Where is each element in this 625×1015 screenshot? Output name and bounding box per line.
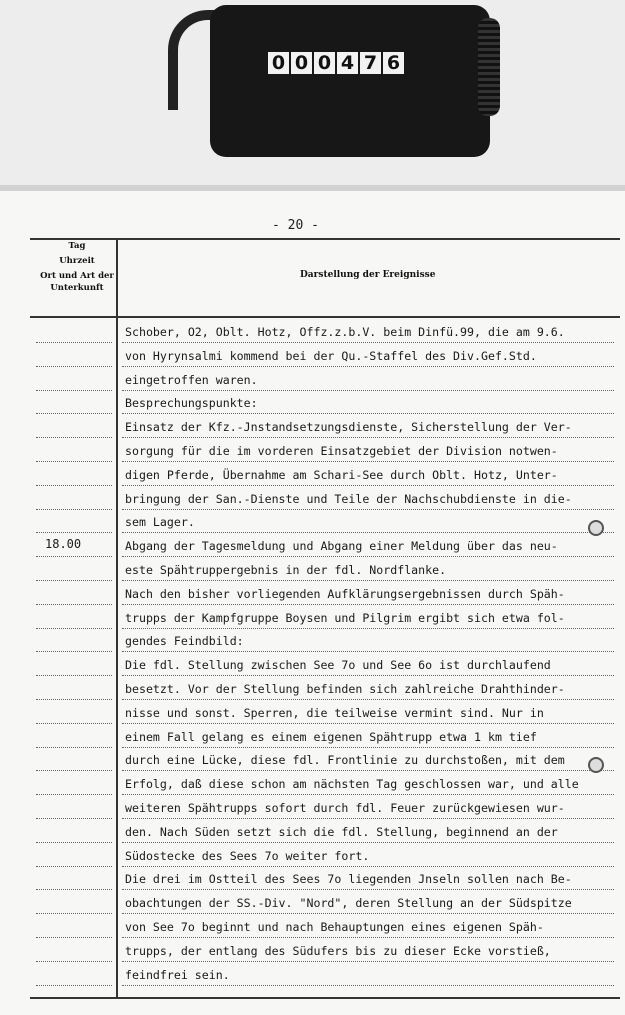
counter-digit: 0 (291, 52, 312, 74)
event-line: Abgang der Tagesmeldung und Abgang einer Meldung über das neu- (125, 539, 558, 554)
dotted-rule (122, 628, 614, 629)
dotted-rule (122, 651, 614, 652)
header-time: Uhrzeit (59, 256, 95, 266)
event-line: Einsatz der Kfz.-Jnstandsetzungsdienste, Sicherstellung der Ver- (125, 420, 572, 435)
stamp-counter (268, 52, 404, 74)
dotted-rule (36, 747, 112, 748)
dotted-rule (36, 532, 112, 533)
counter-digit: 4 (337, 52, 358, 74)
dotted-rule (36, 342, 112, 343)
header-day: Tag (68, 241, 86, 251)
event-line: gendes Feindbild: (125, 634, 244, 649)
header-events: Darstellung der Ereignisse (300, 270, 436, 280)
dotted-rule (36, 913, 112, 914)
dotted-rule (122, 604, 614, 605)
dotted-rule (36, 889, 112, 890)
dotted-rule (122, 390, 614, 391)
page-number: - 20 - (272, 218, 319, 233)
event-line: sorgung für die im vorderen Einsatzgebiet der Division notwen- (125, 444, 558, 458)
dotted-rule (122, 866, 614, 867)
table-top-border (30, 238, 620, 240)
header-location: Ort und Art der Unterkunft (40, 271, 114, 293)
dotted-rule (122, 723, 614, 724)
event-line: eingetroffen waren. (125, 372, 258, 387)
event-line: obachtungen der SS.-Div. "Nord", deren Stellung an der Südspitze (125, 896, 572, 911)
dotted-rule (36, 651, 112, 652)
dotted-rule (122, 675, 614, 676)
header-bottom-border (30, 316, 620, 318)
event-line: Schober, O2, Oblt. Hotz, Offz.z.b.V. beim Dinfü.99, die am 9.6. (125, 325, 565, 339)
stamp-wheel (478, 18, 500, 116)
dotted-rule (36, 818, 112, 819)
event-line: trupps, der entlang des Südufers bis zu dieser Ecke vorstieß, (125, 943, 551, 958)
dotted-rule (122, 413, 614, 414)
dotted-rule (122, 556, 614, 557)
dotted-rule (36, 604, 112, 605)
dotted-rule (36, 580, 112, 581)
dotted-rule (122, 532, 614, 533)
event-line: trupps der Kampfgruppe Boysen und Pilgrim ergibt sich etwa fol- (125, 610, 565, 625)
event-line: feindfrei sein. (125, 967, 230, 982)
dotted-rule (36, 937, 112, 938)
dotted-rule (122, 580, 614, 581)
dotted-rule (122, 913, 614, 914)
header-left-column (38, 240, 116, 297)
punch-hole (588, 520, 604, 536)
dotted-rule (36, 842, 112, 843)
dotted-rule (122, 509, 614, 510)
column-divider (116, 238, 118, 999)
event-line: nisse und sonst. Sperren, die teilweise vermint sind. Nur in (125, 705, 544, 720)
dotted-rule (122, 818, 614, 819)
dotted-rule (122, 794, 614, 795)
dotted-rule (36, 461, 112, 462)
dotted-rule (122, 842, 614, 843)
dotted-rule (36, 509, 112, 510)
dotted-rule (122, 366, 614, 367)
dotted-rule (36, 961, 112, 962)
event-line: von See 7o beginnt und nach Behauptungen eines eigenen Späh- (125, 920, 544, 934)
dotted-rule (122, 961, 614, 962)
dotted-rule (36, 794, 112, 795)
event-line: durch eine Lücke, diese fdl. Frontlinie zu durchstoßen, mit dem (125, 753, 565, 768)
event-line: besetzt. Vor der Stellung befinden sich zahlreiche Drahthinder- (125, 682, 565, 696)
event-line: von Hyrynsalmi kommend bei der Qu.-Staffel des Div.Gef.Std. (125, 348, 537, 363)
event-line: Die drei im Ostteil des Sees 7o liegenden Jnseln sollen nach Be- (125, 872, 572, 887)
dotted-rule (36, 675, 112, 676)
dotted-rule (122, 889, 614, 890)
counter-digit: 6 (383, 52, 404, 74)
event-line: Besprechungspunkte: (125, 396, 258, 411)
dotted-rule (122, 699, 614, 700)
dotted-rule (36, 485, 112, 486)
dotted-rule (36, 723, 112, 724)
event-line: einem Fall gelang es einem eigenen Spähtrupp etwa 1 km tief (125, 729, 537, 744)
punch-hole (588, 757, 604, 773)
event-line: den. Nach Süden setzt sich die fdl. Stellung, beginnend an der (125, 824, 558, 839)
dotted-rule (122, 437, 614, 438)
counter-digit: 7 (360, 52, 381, 74)
event-line: Nach den bisher vorliegenden Aufklärungsergebnissen durch Späh- (125, 586, 565, 601)
dotted-rule (122, 461, 614, 462)
dotted-rule (36, 866, 112, 867)
dotted-rule (36, 390, 112, 391)
dotted-rule (122, 770, 614, 771)
dotted-rule (36, 985, 112, 986)
event-line: Südostecke des Sees 7o weiter fort. (125, 848, 370, 863)
dotted-rule (122, 342, 614, 343)
counter-digit: 0 (268, 52, 289, 74)
event-line: sem Lager. (125, 515, 195, 530)
numbering-stamp (210, 5, 490, 157)
paper-edge (0, 185, 625, 191)
dotted-rule (122, 485, 614, 486)
dotted-rule (36, 699, 112, 700)
dotted-rule (36, 413, 112, 414)
dotted-rule (36, 437, 112, 438)
event-line: este Spähtruppergebnis in der fdl. Nordflanke. (125, 563, 447, 577)
dotted-rule (36, 366, 112, 367)
dotted-rule (36, 628, 112, 629)
dotted-rule (122, 937, 614, 938)
event-line: Erfolg, daß diese schon am nächsten Tag geschlossen war, und alle (125, 777, 579, 792)
table-bottom-border (30, 997, 620, 999)
event-line: bringung der San.-Dienste und Teile der Nachschubdienste in die- (125, 491, 572, 506)
dotted-rule (122, 747, 614, 748)
event-line: Die fdl. Stellung zwischen See 7o und See 6o ist durchlaufend (125, 658, 551, 673)
dotted-rule (122, 985, 614, 986)
counter-digit: 0 (314, 52, 335, 74)
event-line: digen Pferde, Übernahme am Schari-See durch Oblt. Hotz, Unter- (125, 467, 558, 482)
event-line: weiteren Spähtrupps sofort durch fdl. Feuer zurückgewiesen wur- (125, 801, 565, 815)
time-entry: 18.00 (45, 537, 82, 551)
dotted-rule (36, 556, 112, 557)
dotted-rule (36, 770, 112, 771)
